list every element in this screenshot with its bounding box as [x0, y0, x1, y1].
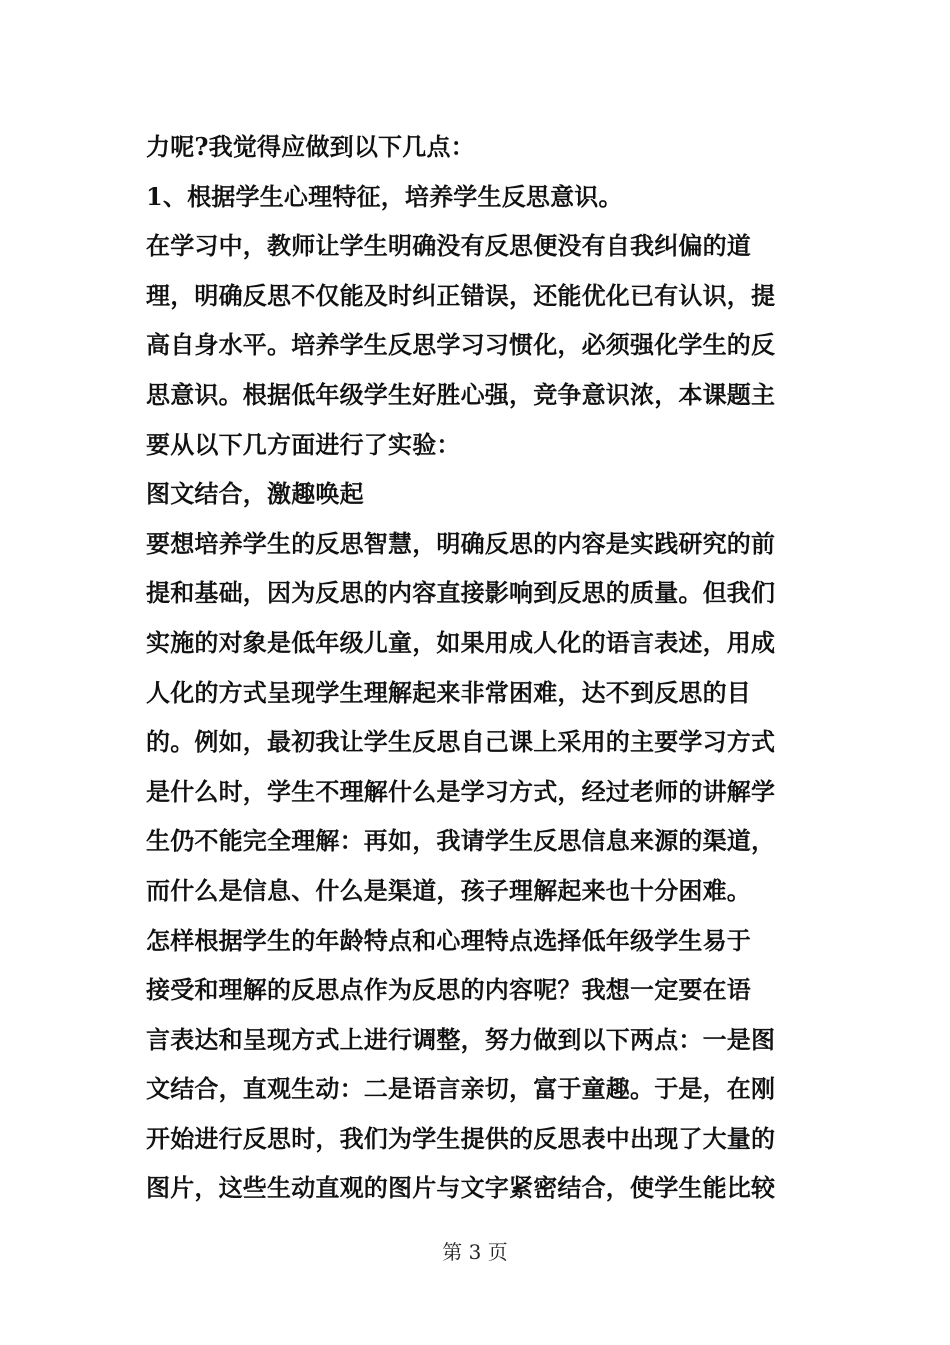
subsection-heading: 图文结合，激趣唤起: [146, 479, 364, 509]
text-line: 人化的方式呈现学生理解起来非常困难，达不到反思的目: [146, 677, 751, 707]
text-line: 在学习中，教师让学生明确没有反思便没有自我纠偏的道: [146, 231, 751, 261]
text-line: 高自身水平。培养学生反思学习习惯化，必须强化学生的反: [146, 330, 776, 360]
section-heading: 1、根据学生心理特征，培养学生反思意识。: [146, 181, 623, 211]
text-line: 生仍不能完全理解：再如，我请学生反思信息来源的渠道，: [146, 826, 776, 856]
text-line: 而什么是信息、什么是渠道，孩子理解起来也十分困难。: [146, 875, 751, 905]
text-line: 实施的对象是低年级儿童，如果用成人化的语言表述，用成: [146, 627, 776, 657]
text-line: 理，明确反思不仅能及时纠正错误，还能优化已有认识，提: [146, 280, 776, 310]
text-line: 接受和理解的反思点作为反思的内容呢？我想一定要在语: [146, 975, 751, 1005]
text-line: 开始进行反思时，我们为学生提供的反思表中出现了大量的: [146, 1123, 776, 1153]
text-line: 要从以下几方面进行了实验：: [146, 429, 461, 459]
text-line: 要想培养学生的反思智慧，明确反思的内容是实践研究的前: [146, 528, 776, 558]
text-line: 言表达和呈现方式上进行调整，努力做到以下两点：一是图: [146, 1024, 776, 1054]
text-line: 提和基础，因为反思的内容直接影响到反思的质量。但我们: [146, 578, 776, 608]
text-line: 怎样根据学生的年龄特点和心理特点选择低年级学生易于: [146, 925, 751, 955]
text-line: 力呢?我觉得应做到以下几点：: [146, 132, 475, 161]
text-line: 文结合，直观生动：二是语言亲切，富于童趣。于是，在刚: [146, 1074, 776, 1104]
page-number: 第 3 页: [442, 1240, 508, 1264]
text-line: 的。例如，最初我让学生反思自己课上采用的主要学习方式: [146, 727, 776, 757]
text-line: 是什么时，学生不理解什么是学习方式，经过老师的讲解学: [146, 776, 776, 806]
text-line: 图片，这些生动直观的图片与文字紧密结合，使学生能比较: [146, 1173, 776, 1203]
text-line: 思意识。根据低年级学生好胜心强，竞争意识浓，本课题主: [146, 379, 776, 409]
body-text: [146, 122, 816, 1213]
